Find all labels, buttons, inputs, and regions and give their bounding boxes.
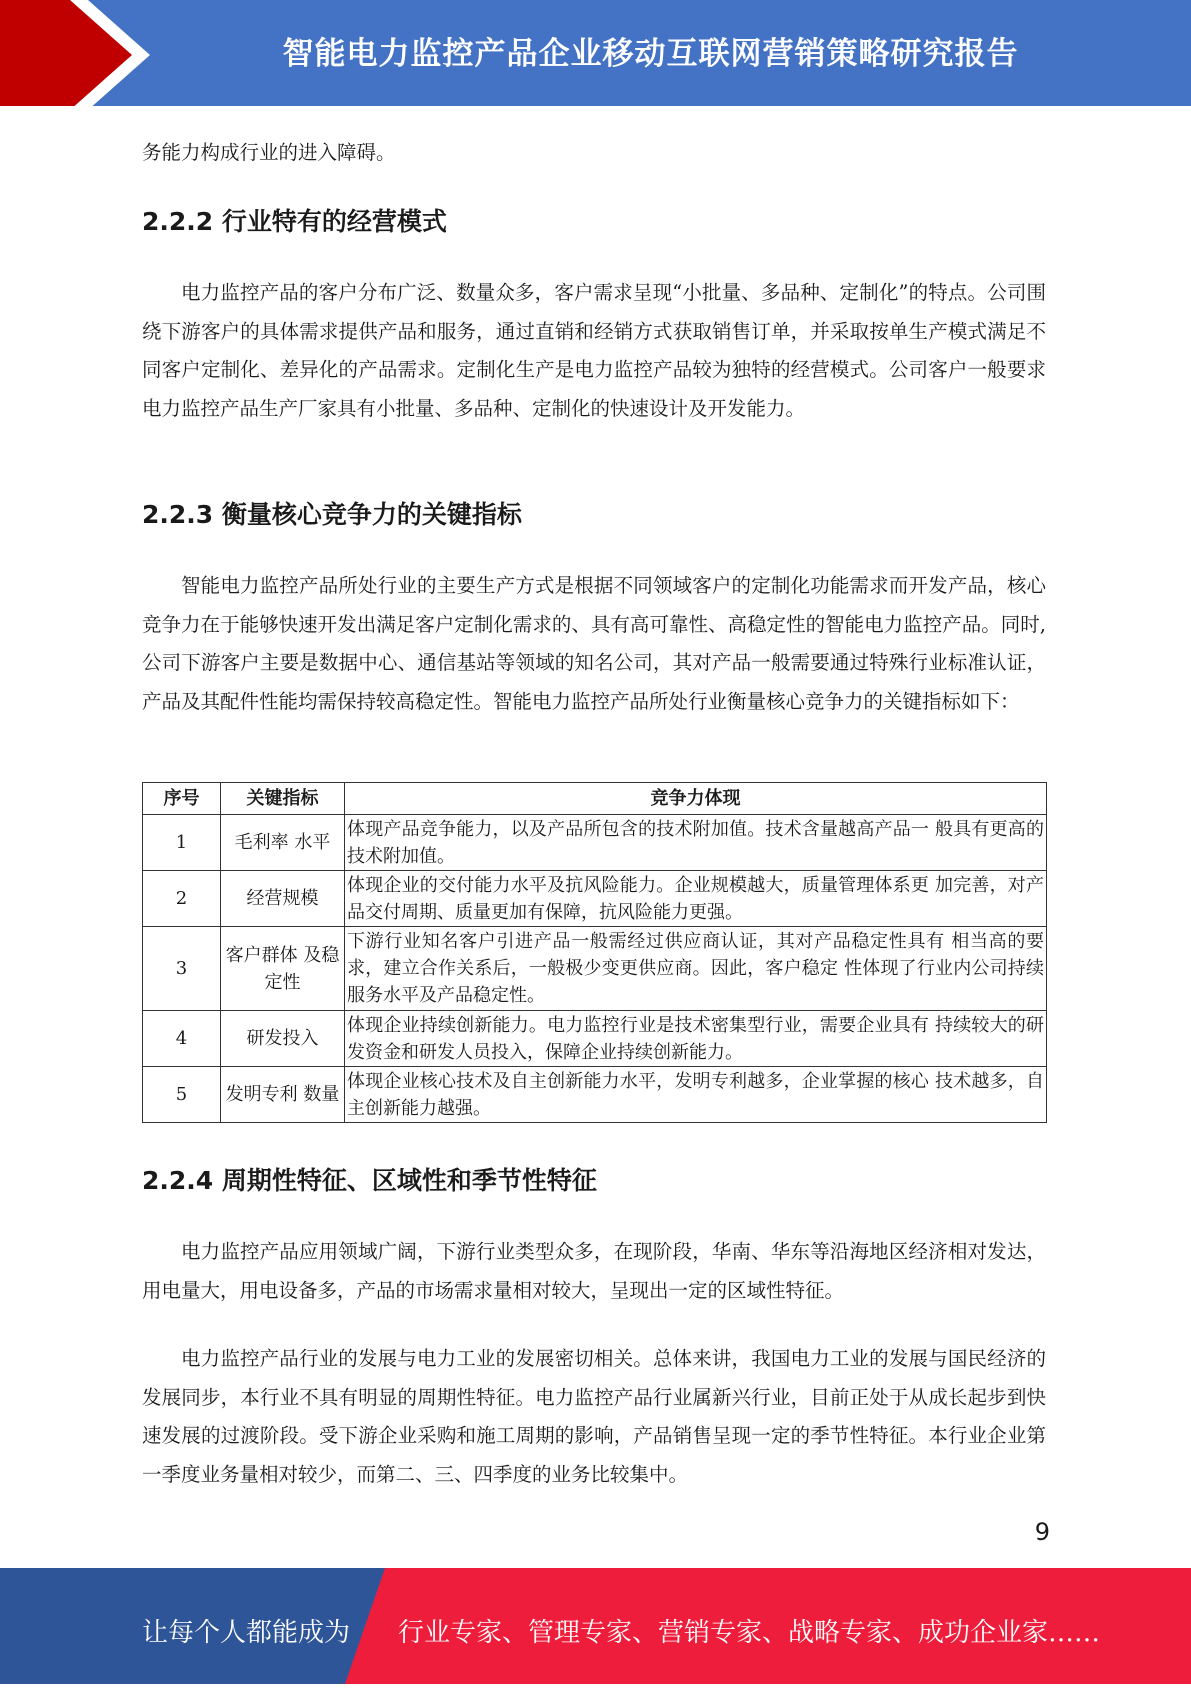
row-number: 1 [143,815,221,871]
row-indicator: 研发投入 [221,1011,345,1067]
table-row [143,1011,1047,1067]
row-number: 2 [143,871,221,927]
row-indicator: 发明专利 数量 [221,1067,345,1123]
key-indicator-table [142,782,1047,1123]
row-number: 4 [143,1011,221,1067]
footer-slogan-left: 让每个人都能成为 [142,1618,351,1648]
header-banner [0,0,1191,110]
column-header-competitiveness: 竞争力体现 [345,783,1047,815]
column-header-no: 序号 [143,783,221,815]
section-heading-2-2-3: 2.2.3 衡量核心竞争力的关键指标 [142,500,522,529]
section-2-2-2-paragraph: 电力监控产品的客户分布广泛、数量众多，客户需求呈现“小批量、多品种、定制化”的特点。公司围绕下游客户的具体需求提供产品和服务，通过直销和经销方式获取销售订单，并采取按单生产模式满足不同客户定制化、差异化的产品需求。定制化生产是电力监控产品较为独特的经营模式。公司客户一般要求电力监控产品生产厂家具有小批量、多品种、定制化的快速设计及开发能力。 [142,281,1046,420]
page-number: 9 [1034,1518,1050,1546]
row-indicator: 毛利率 水平 [221,815,345,871]
row-number: 5 [143,1067,221,1123]
footer-slogan-right: 行业专家、管理专家、营销专家、战略专家、成功企业家…… [398,1618,1101,1648]
row-indicator: 客户群体 及稳定性 [221,927,345,1011]
table-header-row [143,783,1047,815]
row-indicator: 经营规模 [221,871,345,927]
table-row [143,871,1047,927]
section-2-2-4-paragraph-1: 电力监控产品应用领域广阔，下游行业类型众多，在现阶段，华南、华东等沿海地区经济相对发达，用电量大，用电设备多，产品的市场需求量相对较大，呈现出一定的区域性特征。 [142,1240,1046,1302]
column-header-indicator: 关键指标 [221,783,345,815]
table-row [143,815,1047,871]
row-description: 体现企业的交付能力水平及抗风险能力。企业规模越大，质量管理体系更 加完善，对产品交付周期、质量更加有保障，抗风险能力更强。 [345,871,1047,927]
table-row [143,1067,1047,1123]
section-heading-2-2-2: 2.2.2 行业特有的经营模式 [142,207,447,236]
row-number: 3 [143,927,221,1011]
header-bottom-gap [0,106,1191,110]
section-2-2-4-paragraph-2: 电力监控产品行业的发展与电力工业的发展密切相关。总体来讲，我国电力工业的发展与国民经济的发展同步，本行业不具有明显的周期性特征。电力监控产品行业属新兴行业，目前正处于从成长起步到快速发展的过渡阶段。受下游企业采购和施工周期的影响，产品销售呈现一定的季节性特征。本行业企业第一季度业务量相对较少，而第二、三、四季度的业务比较集中。 [142,1347,1046,1486]
row-description: 体现企业持续创新能力。电力监控行业是技术密集型行业，需要企业具有 持续较大的研发资金和研发人员投入，保障企业持续创新能力。 [345,1011,1047,1067]
row-description: 体现产品竞争能力，以及产品所包含的技术附加值。技术含量越高产品一 般具有更高的技术附加值。 [345,815,1047,871]
header-title: 智能电力监控产品企业移动互联网营销策略研究报告 [282,35,1019,72]
table-row [143,927,1047,1011]
row-description: 下游行业知名客户引进产品一般需经过供应商认证，其对产品稳定性具有 相当高的要求，建立合作关系后，一般极少变更供应商。因此，客户稳定 性体现了行业内公司持续服务水平及产品稳定性。 [345,927,1047,1011]
intro-continuation: 务能力构成行业的进入障碍。 [142,141,396,164]
section-2-2-3-paragraph: 智能电力监控产品所处行业的主要生产方式是根据不同领域客户的定制化功能需求而开发产品，核心竞争力在于能够快速开发出满足客户定制化需求的、具有高可靠性、高稳定性的智能电力监控产品。同时,公司下游客户主要是数据中心、通信基站等领域的知名公司，其对产品一般需要通过特殊行业标准认证，产品及其配件性能均需保持较高稳定性。智能电力监控产品所处行业衡量核心竞争力的关键指标如下： [142,574,1046,713]
section-heading-2-2-4: 2.2.4 周期性特征、区域性和季节性特征 [142,1166,597,1195]
row-description: 体现企业核心技术及自主创新能力水平，发明专利越多，企业掌握的核心 技术越多，自主创新能力越强。 [345,1067,1047,1123]
